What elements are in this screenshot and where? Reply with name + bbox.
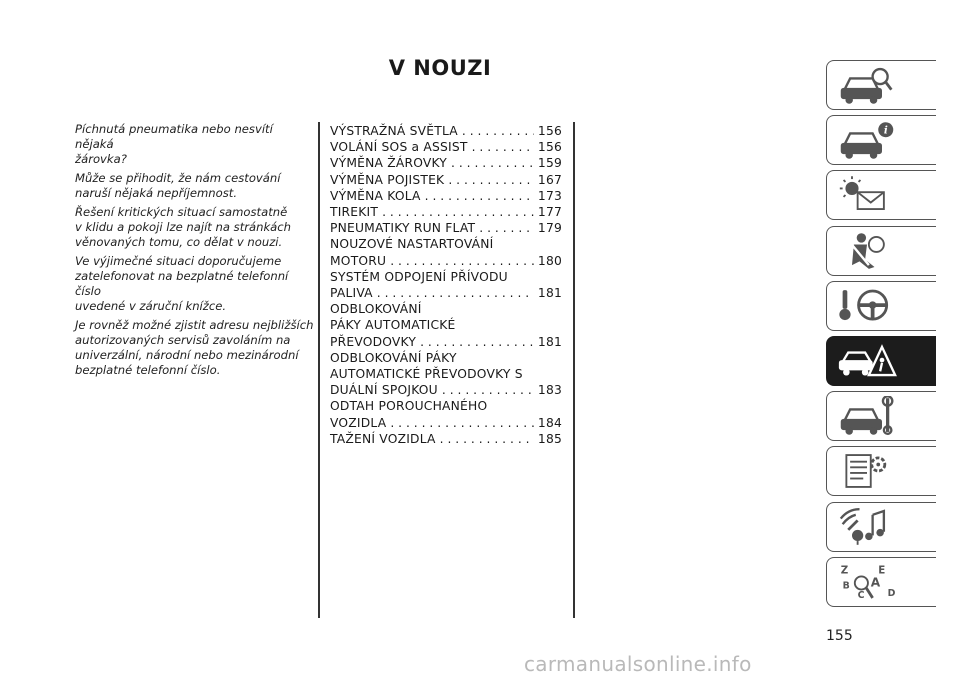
toc-page-number: 180 bbox=[537, 253, 562, 268]
toc-entry[interactable] bbox=[330, 398, 562, 430]
chapter-tab[interactable] bbox=[826, 502, 936, 552]
toc-entry-label: DUÁLNÍ SPOJKOU bbox=[330, 383, 438, 398]
chapter-tab[interactable] bbox=[826, 115, 936, 165]
toc-dot-leader bbox=[479, 220, 534, 236]
toc-entry-heading: NOUZOVÉ NASTARTOVÁNÍ bbox=[330, 237, 494, 252]
toc-entry-heading: ODBLOKOVÁNÍ PÁKY AUTOMATICKÉ bbox=[330, 302, 456, 333]
toc-entry[interactable] bbox=[330, 301, 562, 350]
intro-text bbox=[75, 122, 315, 382]
index-letter-z: Z bbox=[840, 564, 849, 577]
toc-page-number: 177 bbox=[537, 205, 562, 220]
toc-entry[interactable] bbox=[330, 155, 562, 171]
toc-entry[interactable] bbox=[330, 188, 562, 204]
toc-dot-leader bbox=[390, 415, 534, 431]
toc-page-number: 181 bbox=[537, 286, 562, 301]
intro-paragraph: Píchnutá pneumatika nebo nesvítí nějaká žárovka? bbox=[75, 122, 273, 166]
toc-page-number: 167 bbox=[537, 172, 562, 187]
chapter-tab[interactable] bbox=[826, 60, 936, 110]
intro-paragraph: Může se přihodit, že nám cestování naruší nějaká nepříjemnost. bbox=[75, 171, 281, 200]
intro-paragraph: Je rovněž možné zjistit adresu nejbližších autorizovaných servisů zavoláním na univerzální, národní nebo mezinárodní bezplatné telefonní číslo. bbox=[75, 318, 314, 377]
toc-entry-label: VÝMĚNA KOLA bbox=[330, 188, 421, 203]
column-divider bbox=[573, 122, 575, 618]
toc-page-number: 183 bbox=[537, 383, 562, 398]
toc-entry-label: VÝMĚNA POJISTEK bbox=[330, 172, 445, 187]
toc-entry-label: MOTORU bbox=[330, 253, 387, 268]
toc-entry[interactable] bbox=[330, 220, 562, 236]
chapter-tab[interactable] bbox=[826, 170, 936, 220]
toc-page-number: 184 bbox=[537, 415, 562, 430]
toc-entry-label: TAŽENÍ VOZIDLA bbox=[330, 431, 436, 446]
toc-entry-label: PŘEVODOVKY bbox=[330, 334, 417, 349]
toc-dot-leader bbox=[442, 382, 534, 398]
chapter-tab[interactable] bbox=[826, 336, 936, 386]
toc-entry[interactable] bbox=[330, 204, 562, 220]
toc-page-number: 156 bbox=[537, 124, 562, 138]
column-divider bbox=[318, 122, 320, 618]
toc-dot-leader bbox=[451, 155, 534, 171]
toc-entry[interactable] bbox=[330, 139, 562, 155]
toc-entry-label: VOZIDLA bbox=[330, 415, 387, 430]
index-letter-d: D bbox=[887, 587, 896, 599]
toc-dot-leader bbox=[448, 172, 534, 188]
toc-page-number: 179 bbox=[537, 221, 562, 236]
toc-dot-leader bbox=[462, 123, 534, 139]
toc-entry-heading: ODBLOKOVÁNÍ PÁKY AUTOMATICKÉ PŘEVODOVKY S bbox=[330, 350, 523, 382]
toc-dot-leader bbox=[472, 139, 534, 155]
toc-dot-leader bbox=[440, 431, 534, 447]
toc-page-number: 156 bbox=[537, 140, 562, 155]
chapter-tab[interactable] bbox=[826, 226, 936, 276]
table-of-contents bbox=[330, 123, 562, 447]
chapter-tab[interactable] bbox=[826, 446, 936, 496]
toc-dot-leader bbox=[390, 253, 534, 269]
toc-entry-heading: ODTAH POROUCHANÉHO bbox=[330, 399, 488, 414]
toc-dot-leader bbox=[377, 285, 534, 301]
index-letter-c: C bbox=[857, 589, 865, 601]
toc-entry[interactable] bbox=[330, 269, 562, 301]
toc-dot-leader bbox=[425, 188, 534, 204]
toc-page-number: 181 bbox=[537, 334, 562, 349]
toc-entry[interactable] bbox=[330, 236, 562, 268]
toc-dot-leader bbox=[382, 204, 534, 220]
toc-dot-leader bbox=[420, 334, 534, 350]
svg-text:i: i bbox=[883, 124, 888, 137]
toc-entry-label: VOLÁNÍ SOS a ASSIST bbox=[330, 140, 468, 155]
index-letter-b: B bbox=[842, 580, 850, 592]
index-letter-a: A bbox=[870, 575, 881, 590]
toc-page-number: 185 bbox=[537, 431, 562, 446]
chapter-tab[interactable] bbox=[826, 557, 936, 607]
toc-page-number: 173 bbox=[537, 188, 562, 203]
intro-paragraph: Ve výjimečné situaci doporučujeme zatelefonovat na bezplatné telefonní číslo uvedené v záruční knížce. bbox=[75, 254, 289, 313]
intro-paragraph: Řešení kritických situací samostatně v klidu a pokoji lze najít na stránkách věnovaných tomu, co dělat v nouzi. bbox=[75, 205, 292, 249]
toc-entry[interactable] bbox=[330, 172, 562, 188]
toc-entry-label: PALIVA bbox=[330, 286, 373, 301]
toc-entry[interactable] bbox=[330, 431, 562, 447]
toc-entry[interactable] bbox=[330, 123, 562, 139]
toc-entry[interactable] bbox=[330, 350, 562, 399]
chapter-tab[interactable] bbox=[826, 281, 936, 331]
toc-entry-label: TIREKIT bbox=[330, 205, 379, 220]
chapter-tab[interactable] bbox=[826, 391, 936, 441]
toc-entry-label: PNEUMATIKY RUN FLAT bbox=[330, 221, 476, 236]
page-title: V NOUZI bbox=[388, 56, 492, 80]
watermark: carmanualsonline.info bbox=[524, 652, 752, 676]
page-number: 155 bbox=[826, 628, 853, 644]
toc-page-number: 159 bbox=[537, 156, 562, 171]
toc-entry-heading: SYSTÉM ODPOJENÍ PŘÍVODU bbox=[330, 269, 508, 284]
toc-entry-label: VÝSTRAŽNÁ SVĚTLA bbox=[330, 124, 458, 138]
toc-entry-label: VÝMĚNA ŽÁROVKY bbox=[330, 156, 448, 171]
index-letter-e: E bbox=[878, 564, 886, 577]
